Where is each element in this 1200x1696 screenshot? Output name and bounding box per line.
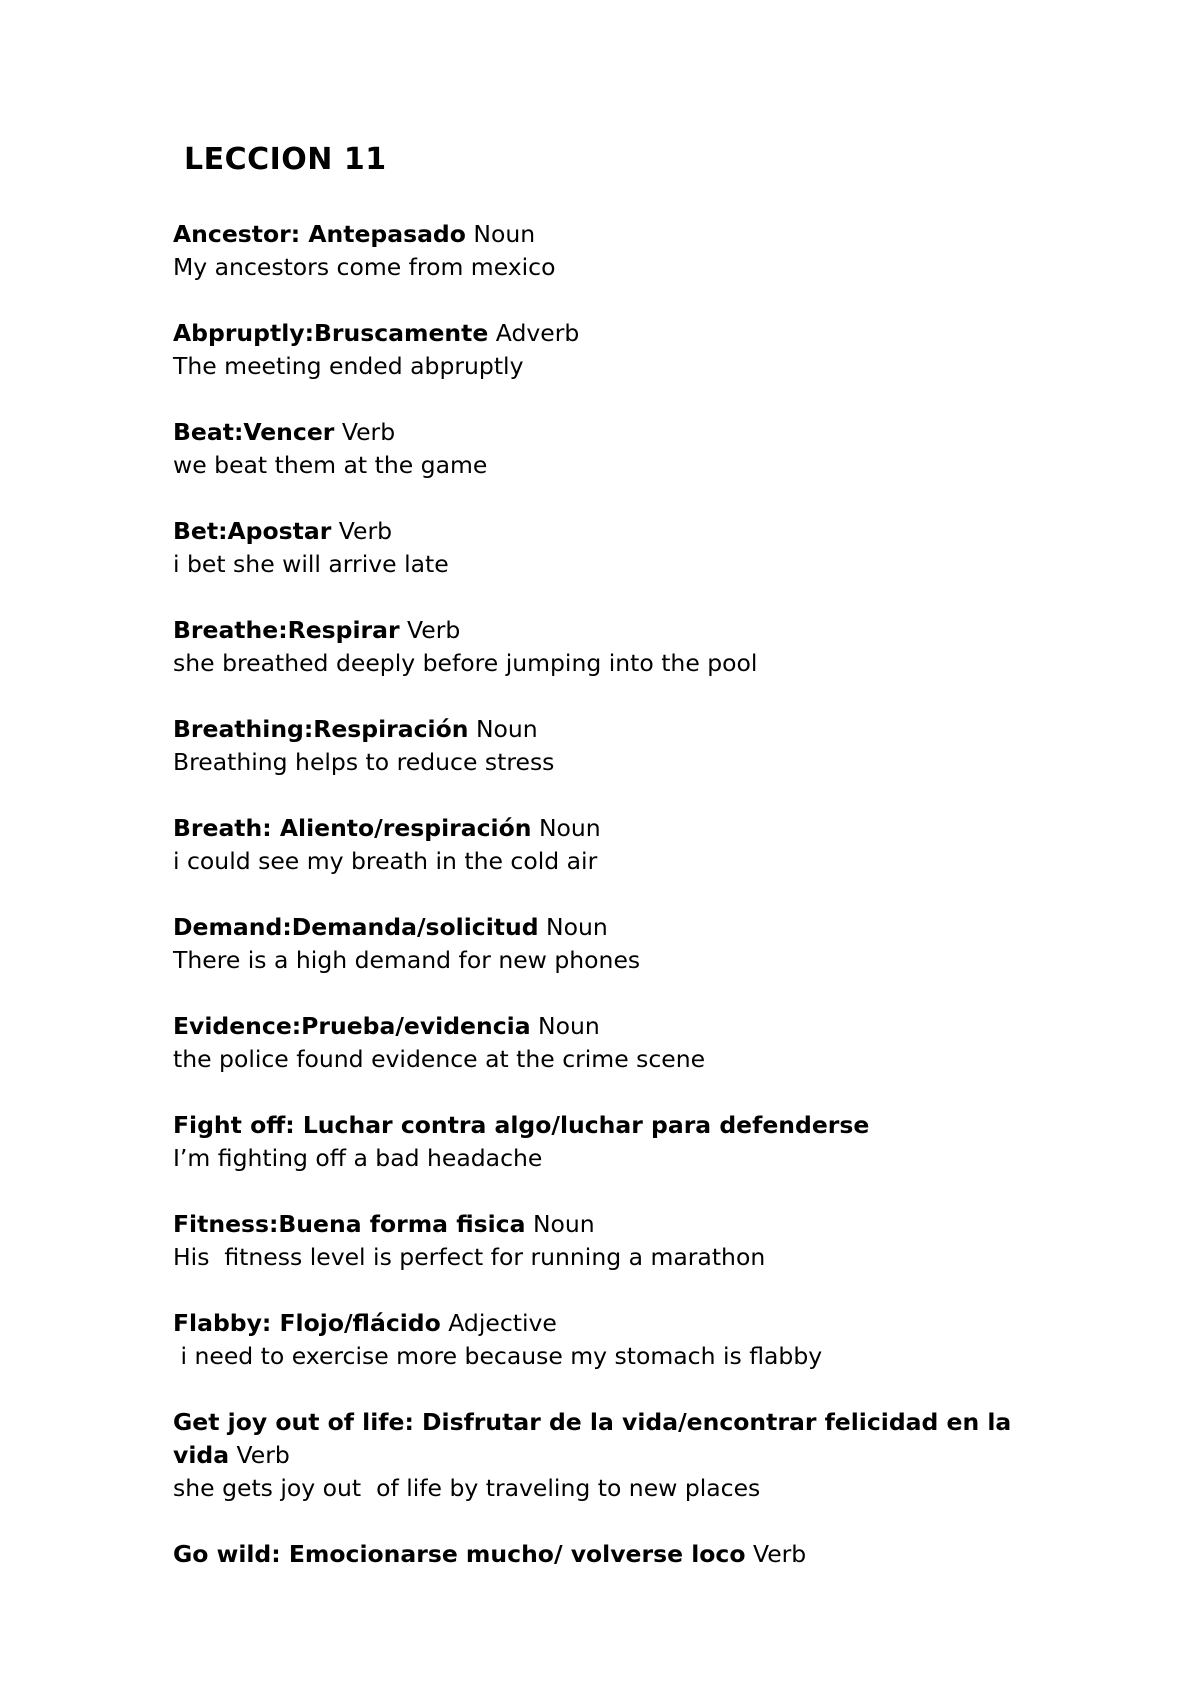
entry-part-of-speech: Adjective: [440, 1309, 557, 1337]
vocab-entry: [173, 317, 1053, 383]
vocab-entry: [173, 1406, 1053, 1505]
vocab-entry: [173, 614, 1053, 680]
entry-example: My ancestors come from mexico: [173, 253, 556, 281]
entry-term: Evidence:Prueba/evidencia: [173, 1012, 531, 1040]
entry-example: we beat them at the game: [173, 451, 488, 479]
entry-headline: [173, 1538, 1053, 1571]
entry-part-of-speech: Noun: [525, 1210, 595, 1238]
entry-example: she breathed deeply before jumping into the pool: [173, 649, 758, 677]
vocab-entry: [173, 1010, 1053, 1076]
entry-term: Breathe:Respirar: [173, 616, 400, 644]
entry-example: The meeting ended abpruptly: [173, 352, 524, 380]
entry-part-of-speech: Noun: [530, 1012, 600, 1040]
vocab-entry: [173, 1538, 1053, 1571]
entry-term: Flabby: Flojo/flácido: [173, 1309, 441, 1337]
vocab-entry: [173, 911, 1053, 977]
entry-term: Breathing:Respiración: [173, 715, 469, 743]
entry-term: Ancestor: Antepasado: [173, 220, 466, 248]
entry-headline: [173, 713, 1053, 746]
vocab-entry: [173, 416, 1053, 482]
entry-example: Breathing helps to reduce stress: [173, 748, 555, 776]
entry-headline: [173, 218, 1053, 251]
entry-term: Demand:Demanda/solicitud: [173, 913, 539, 941]
entry-part-of-speech: Noun: [531, 814, 601, 842]
entry-example: i need to exercise more because my stomach is flabby: [173, 1342, 823, 1370]
entry-part-of-speech: Verb: [229, 1441, 290, 1469]
vocab-entry: [173, 713, 1053, 779]
entry-term: Abpruptly:Bruscamente: [173, 319, 489, 347]
entry-headline: [173, 1406, 1053, 1472]
vocab-entry: [173, 218, 1053, 284]
vocab-entry: [173, 812, 1053, 878]
vocab-entry: [173, 515, 1053, 581]
entry-part-of-speech: Verb: [331, 517, 393, 545]
entry-example: His fitness level is perfect for running a marathon: [173, 1243, 766, 1271]
entry-part-of-speech: Noun: [538, 913, 608, 941]
entry-headline: [173, 911, 1053, 944]
entry-example: the police found evidence at the crime scene: [173, 1045, 706, 1073]
entry-term: Breath: Aliento/respiración: [173, 814, 532, 842]
entry-headline: [173, 317, 1053, 350]
entry-term: Get joy out of life: Disfrutar de la vida/encontrar felicidad en la vida: [173, 1408, 1012, 1469]
vocab-entry: [173, 1307, 1053, 1373]
entry-part-of-speech: Noun: [465, 220, 536, 248]
entry-example: i bet she will arrive late: [173, 550, 449, 578]
entry-headline: [173, 1010, 1053, 1043]
entry-headline: [173, 1109, 1053, 1142]
lesson-title: LECCION 11: [184, 142, 387, 177]
entry-headline: [173, 416, 1053, 449]
entry-term: Bet:Apostar: [173, 517, 332, 545]
entry-part-of-speech: Verb: [745, 1540, 807, 1568]
entry-headline: [173, 515, 1053, 548]
entry-example: I’m fighting off a bad headache: [173, 1144, 543, 1172]
entry-headline: [173, 1208, 1053, 1241]
entry-term: Go wild: Emocionarse mucho/ volverse loco: [173, 1540, 746, 1568]
entry-example: i could see my breath in the cold air: [173, 847, 598, 875]
entry-term: Fitness:Buena forma fisica: [173, 1210, 526, 1238]
entry-headline: [173, 812, 1053, 845]
entry-example: she gets joy out of life by traveling to new places: [173, 1474, 761, 1502]
entry-term: Fight off: Luchar contra algo/luchar para defenderse: [173, 1111, 870, 1139]
entry-term: Beat:Vencer: [173, 418, 335, 446]
entry-headline: [173, 1307, 1053, 1340]
vocab-entry: [173, 1109, 1053, 1175]
entry-part-of-speech: Adverb: [488, 319, 580, 347]
entry-part-of-speech: Noun: [468, 715, 538, 743]
vocab-entry: [173, 1208, 1053, 1274]
entry-headline: [173, 614, 1053, 647]
vocabulary-list: [173, 218, 1053, 1604]
entry-example: There is a high demand for new phones: [173, 946, 641, 974]
entry-part-of-speech: Verb: [334, 418, 396, 446]
entry-part-of-speech: Verb: [399, 616, 461, 644]
